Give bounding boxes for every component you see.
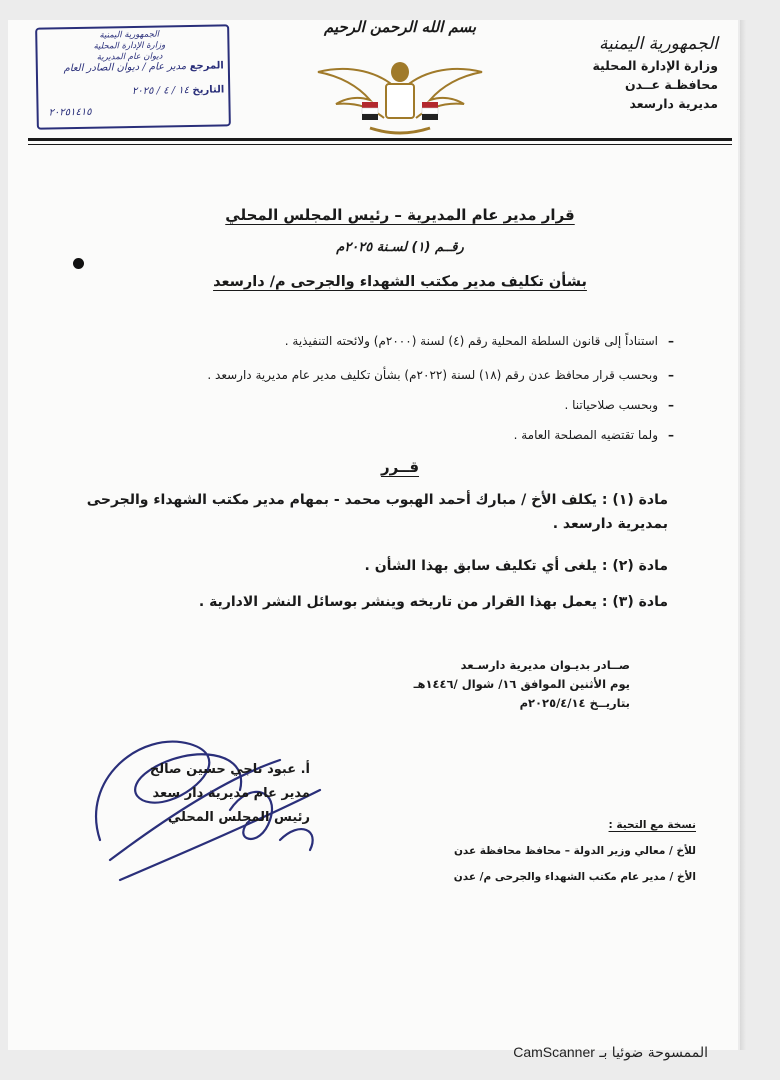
clause-item: –وبحسب قرار محافظ عدن رقم (١٨) لسنة (٢٠٢٢م) بشأن تكليف مدير عام مديرية دارسعد . xyxy=(207,368,674,382)
clause-item: –وبحسب صلاحياتنا . xyxy=(564,398,674,412)
stamp-heading: الجمهورية اليمنية وزارة الإدارة المحلية ديوان عام المديرية xyxy=(93,29,166,63)
emblem-scroll xyxy=(370,128,430,133)
emblem-flag-red xyxy=(362,102,378,108)
article-3: مادة (٣) : يعمل بهذا القرار من تاريخه وينشر بوسائل النشر الادارية . xyxy=(198,594,668,610)
republic-name: الجمهورية اليمنية xyxy=(598,34,718,54)
copy-recipient: للأخ / معالي وزير الدولة – محافظ محافظة عدن xyxy=(453,845,696,857)
emblem-shield xyxy=(386,84,414,118)
clause-text: وبحسب صلاحياتنا . xyxy=(564,398,658,412)
stamp-date-row xyxy=(132,84,224,97)
clause-text: ولما تقتضيه المصلحة العامة . xyxy=(513,428,658,442)
copies-title: نسخة مع التحية : xyxy=(608,819,696,831)
scanner-watermark xyxy=(513,1044,708,1061)
ministry-name: وزارة الإدارة المحلية xyxy=(592,58,718,73)
signatory-block xyxy=(110,758,310,830)
stamp-number: ٢٠٢٥١٤١٥ xyxy=(48,106,92,119)
yemen-eagle-emblem xyxy=(300,42,500,142)
emblem-flag-black-2 xyxy=(422,114,438,120)
stamp-date-label: التاريخ xyxy=(192,84,225,96)
issued-block xyxy=(300,656,630,713)
signatory-title: مدير عام مديرية دار سعد xyxy=(152,786,310,801)
emblem-flag-red-2 xyxy=(422,102,438,108)
letterhead-right xyxy=(478,32,718,113)
header-rule-thin xyxy=(28,144,732,145)
page-edge-shadow xyxy=(740,20,746,1050)
clause-text: وبحسب قرار محافظ عدن رقم (١٨) لسنة (٢٠٢٢م) بشأن تكليف مدير عام مديرية دارسعد . xyxy=(207,368,658,382)
punch-hole-dot xyxy=(73,258,84,269)
decided-heading: قــرر xyxy=(380,458,420,476)
emblem-eagle-head xyxy=(391,62,409,82)
copy-recipient: الأخ / مدير عام مكتب الشهداء والجرحى م/ عدن xyxy=(453,871,696,883)
decision-title: قرار مدير عام المديرية – رئيس المجلس المحلي xyxy=(225,206,575,224)
clause-item: –استناداً إلى قانون السلطة المحلية رقم (٤) لسنة (٢٠٠٠م) ولائحته التنفيذية . xyxy=(284,334,674,348)
basmala: بسم الله الرحمن الرحيم xyxy=(323,18,477,36)
decision-number: رقــم (١) لسـنة ٢٠٢٥م xyxy=(336,240,464,255)
emblem-flag-white-2 xyxy=(422,108,438,114)
stamp-reference-value: مدير عام / ديوان الصادر العام xyxy=(63,61,187,75)
article-2: مادة (٢) : يلغى أي تكليف سابق بهذا الشأن . xyxy=(364,558,668,574)
issued-line-1: صــادر بديـوان مديرية دارسـعد xyxy=(460,658,630,672)
scanner-brand: CamScanner xyxy=(513,1044,595,1060)
emblem-flag-white xyxy=(362,108,378,114)
article-1: مادة (١) : يكلف الأخ / مبارك أحمد الهبوب محمد - بمهام مدير مكتب الشهداء والجرحى بمديرية دارسعد . xyxy=(86,492,668,532)
signatory-name: أ. عبود ناجي حسين صالح xyxy=(149,762,310,777)
clause-text: استناداً إلى قانون السلطة المحلية رقم (٤) لسنة (٢٠٠٠م) ولائحته التنفيذية . xyxy=(284,334,658,348)
governorate-name: محافظـة عــدن xyxy=(625,77,718,92)
registry-stamp xyxy=(35,24,231,129)
stamp-reference-row xyxy=(63,60,223,74)
copies-block xyxy=(366,812,696,890)
issued-line-3: بتاريــخ ٢٠٢٥/٤/١٤م xyxy=(519,696,630,710)
scanner-prefix: الممسوحة ضوئيا بـ xyxy=(599,1045,708,1061)
stamp-date-value: ١٤ / ٤ / ٢٠٢٥ xyxy=(131,85,190,98)
directorate-name: مديرية دارسعد xyxy=(629,96,718,111)
emblem-flag-black xyxy=(362,114,378,120)
header-rule-thick xyxy=(28,138,732,141)
issued-line-2: يوم الأثنين الموافق ١٦/ شوال /١٤٤٦هـ xyxy=(413,677,630,691)
signatory-role: رئيس المجلس المحلي xyxy=(167,810,310,825)
decision-subject: بشأن تكليف مدير مكتب الشهداء والجرحى م/ دارسعد xyxy=(213,274,587,290)
clause-item: –ولما تقتضيه المصلحة العامة . xyxy=(513,428,674,442)
stamp-reference-label: المرجع xyxy=(189,60,224,73)
